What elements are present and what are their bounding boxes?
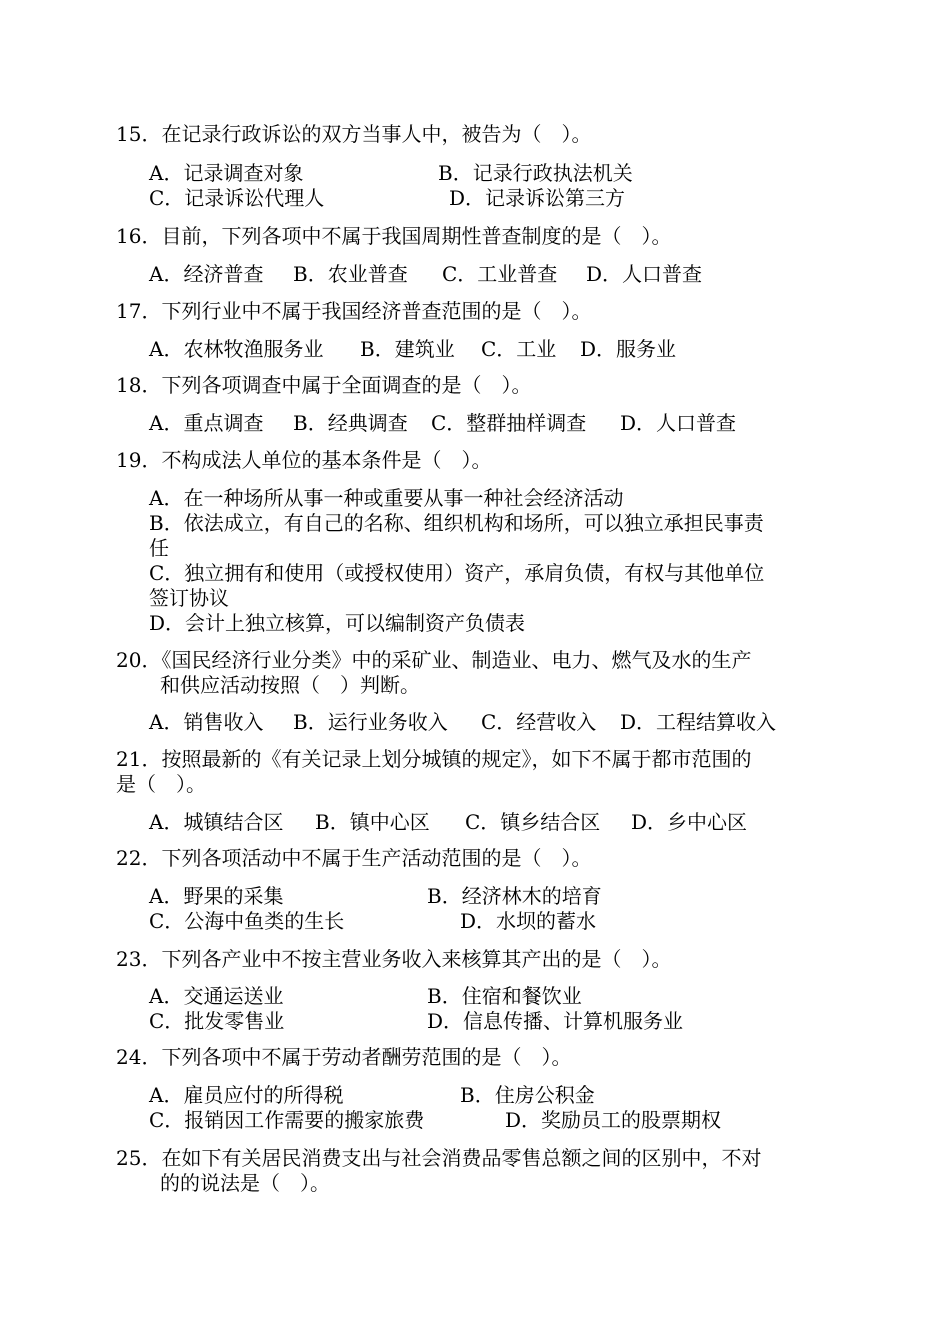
question-16-option-c: C．工业普查 <box>442 262 558 286</box>
question-18-option-a: A．重点调查 <box>149 411 264 435</box>
question-21-option-a: A．城镇结合区 <box>149 810 284 834</box>
question-20-stem-cont: 和供应活动按照（ ）判断。 <box>160 673 420 697</box>
question-20-stem: 20．《国民经济行业分类》中的采矿业、制造业、电力、燃气及水的生产 <box>116 648 752 672</box>
question-22-option-a: A．野果的采集 <box>149 884 284 908</box>
question-19-option-a: A．在一种场所从事一种或重要从事一种社会经济活动 <box>149 486 624 510</box>
question-17-option-b: B．建筑业 <box>360 337 455 361</box>
question-15-option-c: C．记录诉讼代理人 <box>149 186 325 210</box>
question-15-option-b: B．记录行政执法机关 <box>438 161 633 185</box>
question-23-stem: 23．下列各产业中不按主营业务收入来核算其产出的是（ ）。 <box>116 947 672 971</box>
question-16-option-a: A．经济普查 <box>149 262 264 286</box>
question-19-option-c: C．独立拥有和使用（或授权使用）资产，承肩负债，有权与其他单位 <box>149 561 765 585</box>
question-20-option-b: B．运行业务收入 <box>293 710 448 734</box>
question-19-option-d: D．会计上独立核算，可以编制资产负债表 <box>149 611 526 635</box>
question-19-stem: 19．不构成法人单位的基本条件是（ ）。 <box>116 448 492 472</box>
question-23-option-c: C．批发零售业 <box>149 1009 285 1033</box>
question-22-option-b: B．经济林木的培育 <box>427 884 602 908</box>
question-21-option-d: D．乡中心区 <box>631 810 748 834</box>
question-18-stem: 18．下列各项调查中属于全面调查的是（ ）。 <box>116 373 532 397</box>
question-24-option-b: B．住房公积金 <box>460 1083 595 1107</box>
question-23-option-b: B．住宿和餐饮业 <box>427 984 582 1008</box>
question-15-stem: 15．在记录行政诉讼的双方当事人中，被告为（ ）。 <box>116 122 592 146</box>
question-21-option-c: C．镇乡结合区 <box>465 810 601 834</box>
question-24-option-c: C．报销因工作需要的搬家旅费 <box>149 1108 425 1132</box>
question-21-option-b: B．镇中心区 <box>315 810 430 834</box>
question-19-option-b: B．依法成立，有自己的名称、组织机构和场所，可以独立承担民事责 <box>149 511 764 535</box>
question-20-option-a: A．销售收入 <box>149 710 264 734</box>
question-17-option-c: C．工业 <box>481 337 557 361</box>
question-17-stem: 17．下列行业中不属于我国经济普查范围的是（ ）。 <box>116 299 592 323</box>
question-16-option-b: B．农业普查 <box>293 262 408 286</box>
question-23-option-a: A．交通运送业 <box>149 984 284 1008</box>
question-23-option-d: D．信息传播、计算机服务业 <box>427 1009 684 1033</box>
question-24-stem: 24．下列各项中不属于劳动者酬劳范围的是（ ）。 <box>116 1045 572 1069</box>
question-21-stem: 21．按照最新的《有关记录上划分城镇的规定》，如下不属于都市范围的 <box>116 747 752 771</box>
question-25-stem: 25．在如下有关居民消费支出与社会消费品零售总额之间的区别中，不对 <box>116 1146 762 1170</box>
question-22-option-c: C．公海中鱼类的生长 <box>149 909 345 933</box>
question-19-option-c-cont: 签订协议 <box>149 586 229 610</box>
question-16-option-d: D．人口普查 <box>586 262 703 286</box>
question-25-stem-cont: 的的说法是（ ）。 <box>160 1171 330 1195</box>
question-15-option-d: D．记录诉讼第三方 <box>449 186 626 210</box>
question-15-option-a: A．记录调查对象 <box>149 161 304 185</box>
question-16-stem: 16．目前，下列各项中不属于我国周期性普查制度的是（ ）。 <box>116 224 672 248</box>
question-19-option-b-cont: 任 <box>149 536 169 560</box>
question-18-option-b: B．经典调查 <box>293 411 408 435</box>
question-22-stem: 22．下列各项活动中不属于生产活动范围的是（ ）。 <box>116 846 592 870</box>
question-17-option-a: A．农林牧渔服务业 <box>149 337 324 361</box>
question-22-option-d: D．水坝的蓄水 <box>460 909 597 933</box>
question-21-stem-cont: 是（ ）。 <box>116 772 206 796</box>
question-24-option-a: A．雇员应付的所得税 <box>149 1083 344 1107</box>
question-20-option-c: C．经营收入 <box>481 710 597 734</box>
question-18-option-d: D．人口普查 <box>620 411 737 435</box>
question-24-option-d: D．奖励员工的股票期权 <box>505 1108 722 1132</box>
question-20-option-d: D．工程结算收入 <box>620 710 777 734</box>
question-17-option-d: D．服务业 <box>580 337 677 361</box>
question-18-option-c: C．整群抽样调查 <box>431 411 587 435</box>
